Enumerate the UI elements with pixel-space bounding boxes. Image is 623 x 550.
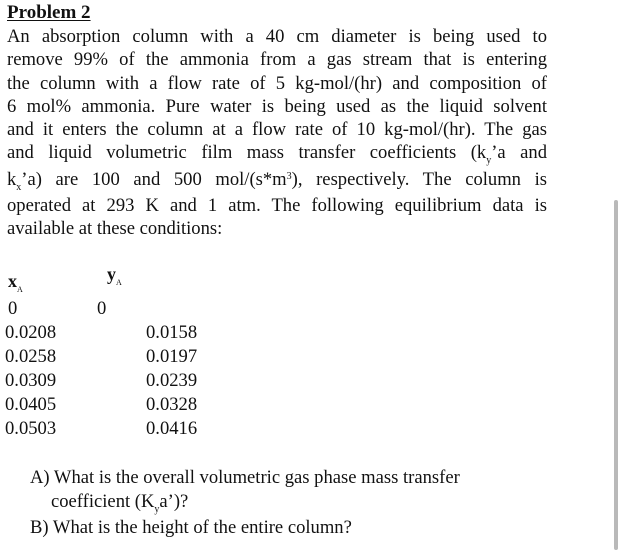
vertical-scrollbar[interactable] xyxy=(614,200,618,550)
subscript: A xyxy=(17,285,23,294)
question-a-continued xyxy=(30,490,520,517)
x-value: 0.0208 xyxy=(5,322,57,343)
question-text: a’)? xyxy=(159,490,189,512)
table-header-x xyxy=(8,271,23,292)
question-b: B) What is the height of the entire column? xyxy=(30,517,352,538)
subscript: A xyxy=(116,278,122,287)
statement-text: ’a and xyxy=(491,142,547,164)
y-value: 0.0416 xyxy=(146,418,198,439)
y-value: 0.0328 xyxy=(146,394,198,415)
x-value: 0.0309 xyxy=(5,370,57,391)
statement-text: and liquid volumetric film mass transfer coefficients (k xyxy=(7,142,487,164)
statement-line: and it enters the column at a flow rate of 10 kg-mol/(hr). The gas xyxy=(7,119,547,141)
statement-text: ’a) are 100 and 500 mol/(s*m xyxy=(21,168,287,190)
y-value: 0.0197 xyxy=(146,346,198,367)
superscript: 3 xyxy=(286,170,292,182)
question-text: coefficient (K xyxy=(51,490,155,512)
statement-line: the column with a flow rate of 5 kg-mol/(hr) and composition of xyxy=(7,72,547,94)
header-text: y xyxy=(107,264,116,284)
x-value: 0.0258 xyxy=(5,346,57,367)
header-text: x xyxy=(8,271,17,291)
questions xyxy=(30,466,520,540)
statement-line: An absorption column with a 40 cm diameter is being used to xyxy=(7,26,547,47)
subscript: x xyxy=(16,181,22,193)
problem-statement xyxy=(7,25,547,241)
statement-text: ), respectively. The column is xyxy=(291,168,547,190)
x-value: 0.0405 xyxy=(5,394,57,415)
y-value: 0 xyxy=(97,298,107,319)
subscript: y xyxy=(154,503,160,515)
subscript: y xyxy=(486,155,492,167)
statement-line: remove 99% of the ammonia from a gas stream that is entering xyxy=(7,49,547,71)
statement-line: available at these conditions: xyxy=(7,218,223,240)
question-a: A) What is the overall volumetric gas phase mass transfer xyxy=(30,467,460,488)
y-value: 0.0158 xyxy=(146,322,198,343)
statement-line xyxy=(7,168,547,194)
y-value: 0.0239 xyxy=(146,370,198,391)
x-value: 0 xyxy=(8,298,18,319)
table-header-y xyxy=(107,264,122,285)
statement-line: operated at 293 K and 1 atm. The following equilibrium data is xyxy=(7,195,547,217)
x-value: 0.0503 xyxy=(5,418,57,439)
statement-line: 6 mol% ammonia. Pure water is being used as the liquid solvent xyxy=(7,95,547,117)
statement-line xyxy=(7,141,547,167)
statement-text: k xyxy=(7,168,17,190)
problem-title: Problem 2 xyxy=(7,2,91,23)
